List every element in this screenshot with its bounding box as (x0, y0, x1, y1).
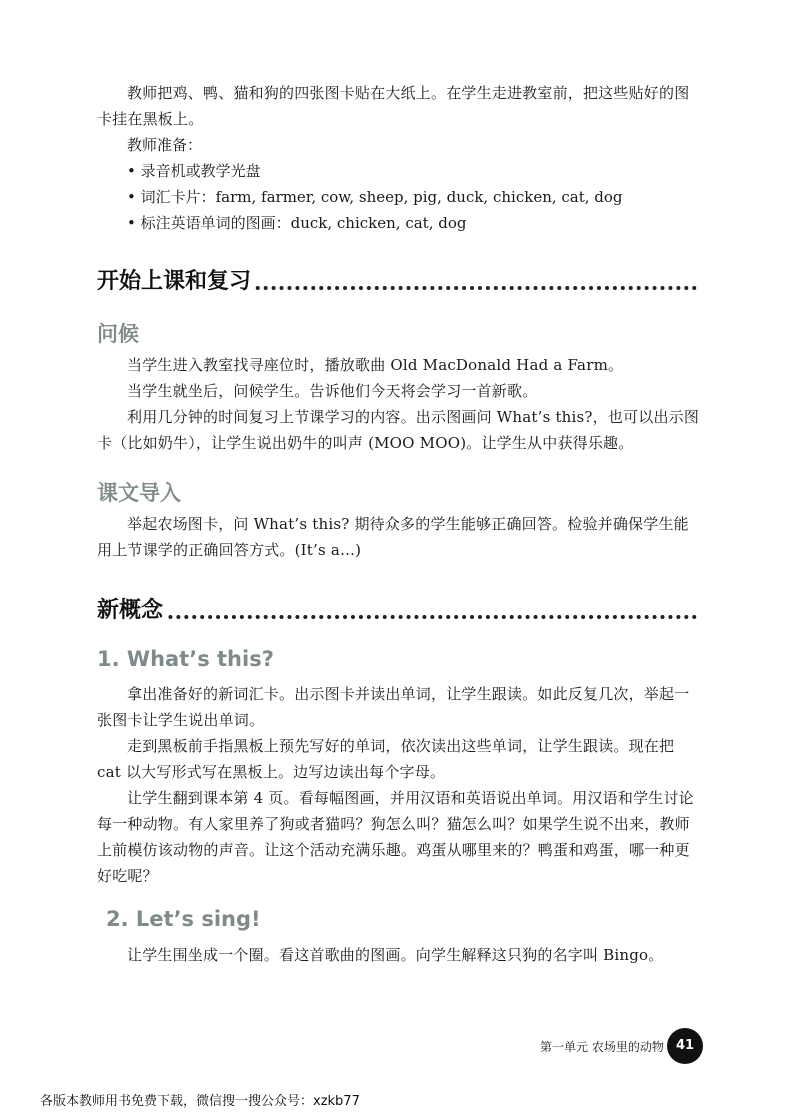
paragraph: 利用几分钟的时间复习上节课学习的内容。出示图画问 What’s this?，也可以出示图卡（比如奶牛），让学生说出奶牛的叫声 (MOO MOO)。让学生从中获得乐趣。 (97, 408, 700, 452)
paragraph: 走到黑板前手指黑板上预先写好的单词，依次读出这些单词，让学生跟读。现在把 cat 以大写形式写在黑板上。边写边读出每个字母。 (97, 737, 675, 781)
paragraph: 让学生围坐成一个圈。看这首歌曲的图画。向学生解释这只狗的名字叫 Bingo。 (127, 946, 664, 964)
paragraph: 当学生就坐后，问候学生。告诉他们今天将会学习一首新歌。 (127, 382, 538, 400)
intro-paragraph: 教师把鸡、鸭、猫和狗的四张图卡贴在大纸上。在学生走进教室前，把这些贴好的图卡挂在黑板上。 (97, 84, 690, 128)
subheading-lesson-intro: 课文导入 (97, 481, 181, 505)
section-heading (97, 264, 697, 298)
section-title: 开始上课和复习 (97, 264, 255, 295)
section-title: 新概念 (97, 593, 167, 624)
prep-label: 教师准备： (127, 136, 203, 154)
section-heading (97, 593, 697, 627)
chapter-title: 第一单元 农场里的动物 (540, 1040, 664, 1054)
paragraph: 当学生进入教室找寻座位时，播放歌曲 Old MacDonald Had a Farm。 (127, 356, 624, 374)
prep-item: • 录音机或教学光盘 (127, 162, 261, 180)
download-notice: 各版本教师用书免费下载，微信搜一搜公众号：xzkb77 (40, 1094, 360, 1109)
subheading-part2: 2. Let’s sing! (106, 907, 261, 931)
dotted-rule (97, 615, 697, 619)
paragraph: 举起农场图卡，问 What’s this? 期待众多的学生能够正确回答。检验并确保学生能用上节课学的正确回答方式。(It’s a…) (97, 515, 689, 559)
prep-item: • 词汇卡片：farm, farmer, cow, sheep, pig, duck, chicken, cat, dog (127, 188, 623, 206)
subheading-greeting: 问候 (97, 322, 139, 346)
paragraph: 让学生翻到课本第 4 页。看每幅图画，并用汉语和英语说出单词。用汉语和学生讨论每一种动物。有人家里养了狗或者猫吗？狗怎么叫？猫怎么叫？如果学生说不出来，教师上前模仿该动物的声音。让这个活动充满乐趣。鸡蛋从哪里来的？鸭蛋和鸡蛋，哪一种更好吃呢？ (97, 789, 694, 885)
subheading-part1: 1. What’s this? (97, 647, 274, 671)
page-number: 41 (667, 1028, 703, 1064)
paragraph: 拿出准备好的新词汇卡。出示图卡并读出单词，让学生跟读。如此反复几次，举起一张图卡让学生说出单词。 (97, 685, 690, 729)
prep-item: • 标注英语单词的图画：duck, chicken, cat, dog (127, 214, 467, 232)
